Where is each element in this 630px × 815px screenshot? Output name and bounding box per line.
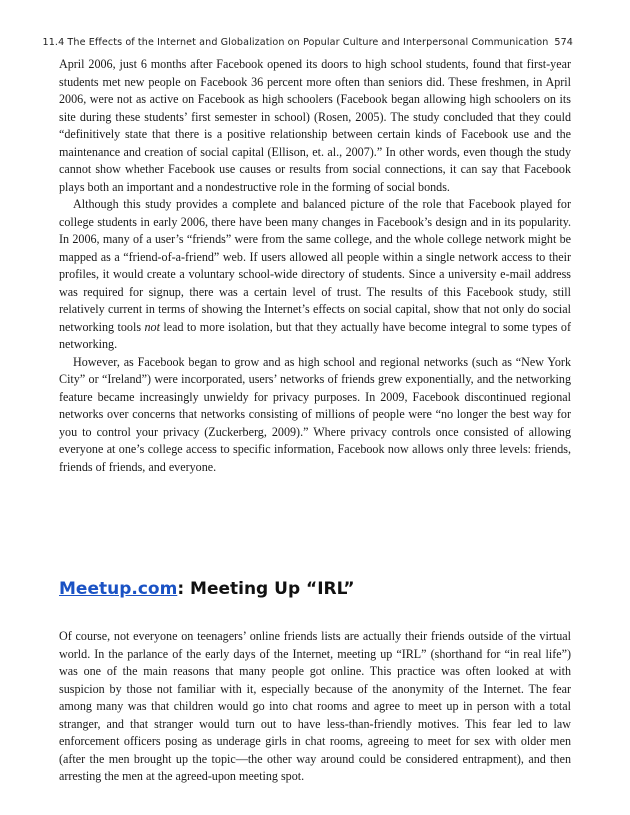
body-text-bottom [59,628,571,786]
paragraph-4: Of course, not everyone on teenagers’ online friends lists are actually their friends outside of the virtual world. In the parlance of the early days of the Internet, meeting up “IRL” (shorthand for “in real life”) was one of the main reasons that many people got online. This practice was often looked at with suspicion by those not familiar with it, especially because of the anonymity of the Internet. The fear among many was that children would go into chat rooms and agree to meet up in person with a total stranger, and that stranger would turn out to have less-than-friendly motives. This fear led to law enforcement officers posing as underage girls in chat rooms, agreeing to meet for sex with older men (after the men brought up the topic—the other way around could be considered entrapment), and then arresting the men at the agreed-upon meeting spot. [59,629,571,783]
paragraph-3: However, as Facebook began to grow and as high school and regional networks (such as “New York City” or “Ireland”) were incorporated, users’ networks of friends grew exponentially, and the networking feature became increasingly unwieldy for privacy purposes. In 2009, Facebook discontinued regional networks over concerns that networks consisting of millions of people were “no longer the best way for you to control your privacy (Zuckerberg, 2009).” Where privacy controls once consisted of allowing everyone at one’s college access to specific information, Facebook now allows only three levels: friends, friends of friends, and everyone. [59,354,571,474]
section-heading-text: : Meeting Up “IRL” [177,579,355,599]
paragraph-2-emphasis: not [144,319,160,334]
meetup-link[interactable]: Meetup.com [59,579,178,599]
paragraph-1: April 2006, just 6 months after Facebook opened its doors to high school students, found that first-year students met new people on Facebook 36 percent more often than seniors did. These freshmen, in April 2006, were not as active on Facebook as high schoolers (Facebook began allowing high schoolers on its site during these students’ first semester in school) (Rosen, 2005). The study concluded that they could “definitively state that there is a positive relationship between certain kinds of Facebook use and the maintenance and creation of social capital (Ellison, et. al., 2007).” In other words, even though the study cannot show whether Facebook use causes or results from social connections, it can say that Facebook plays both an important and a nondestructive role in the forming of social bonds. [59,57,571,194]
paragraph-2-part-1: Although this study provides a complete and balanced picture of the role that Facebook played for college students in early 2006, there have been many changes in Facebook’s design and in its popularity. In 2006, many of a user’s “friends” were from the same college, and the whole college network might be mapped as a “friend-of-a-friend” web. If users allowed all people within a single network access to their profiles, it would create a voluntary school-wide directory of students. Since a university e-mail address was required for signup, there was a certain level of trust. The results of this Facebook study, still relatively current in terms of showing the Internet’s effects on social capital, show that not only do social networking tools [59,197,571,334]
body-text-top [59,56,571,476]
section-heading [59,579,355,599]
paragraph-2 [59,196,571,354]
paragraph-2-part-2: lead to more isolation, but that they actually have become integral to some types of networking. [59,319,571,351]
page-number: 574 [554,37,573,48]
running-header [43,37,573,48]
running-title: 11.4 The Effects of the Internet and Globalization on Popular Culture and Interpersonal Communication [42,37,549,48]
